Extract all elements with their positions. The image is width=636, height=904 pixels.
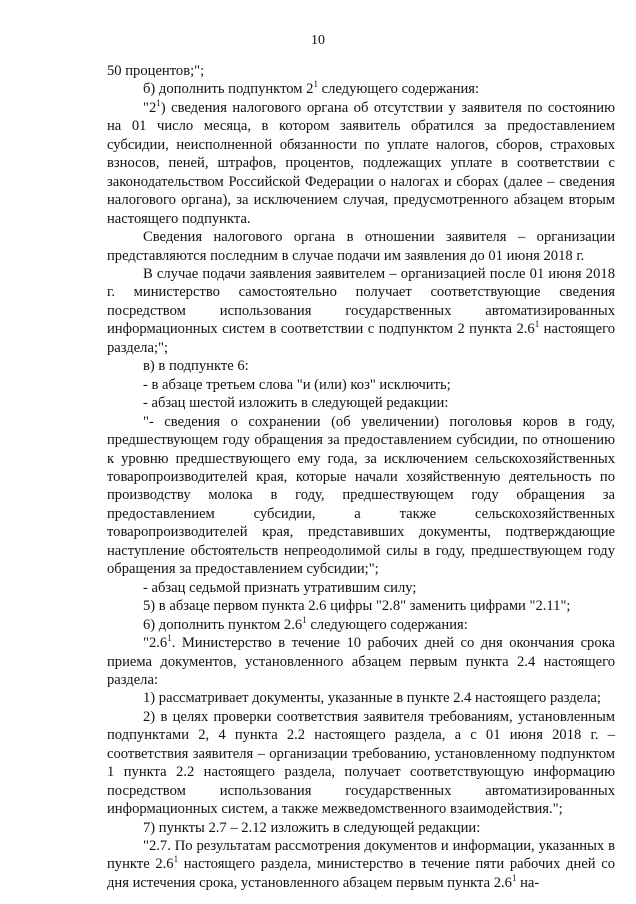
paragraph-text: настоящего раздела, министерство в течение пяти рабочих дней со дня истечения срока, установленного абзацем первым пункта 2.6 [107, 856, 616, 891]
paragraph-15 [107, 708, 615, 819]
paragraph-8 [107, 394, 615, 412]
paragraph-16 [107, 819, 615, 837]
paragraph-text: 5) в абзаце первом пункта 2.6 цифры "2.8" заменить цифрами "2.11"; [143, 598, 571, 615]
paragraph-10 [107, 579, 615, 597]
paragraph-text: б) дополнить подпунктом 2 [143, 81, 314, 98]
paragraph-text: . Министерство в течение 10 рабочих дней со дня окончания срока приема документов, установленного абзацем первым пункта 2.4 настоящего раздела: [107, 635, 615, 688]
paragraph-12 [107, 616, 615, 634]
paragraph-4 [107, 228, 615, 265]
paragraph-text: ) сведения налогового органа об отсутствии у заявителя по состоянию на 01 число месяца, в котором заявитель обратился за предоставлением субсидии, неисполненной обязанности по уплате налогов, сборов, страховых взносов, пеней, штрафов, процентов, подлежащих уплате в соответствии с законодательством Российской Федерации о налогах и сборах (далее – сведения налогового органа), за исключением случая, предусмотренного абзацем вторым настоящего подпункта. [107, 99, 615, 227]
paragraph-text: "2 [143, 99, 157, 116]
paragraph-text: "2.7. По результатам рассмотрения документов и информации, указанных в пункте 2.6 [107, 838, 615, 873]
paragraph-text: 1) рассматривает документы, указанные в пункте 2.4 настоящего раздела; [143, 690, 601, 707]
superscript: 1 [156, 97, 161, 108]
paragraph-3 [107, 99, 615, 228]
paragraph-7 [107, 376, 615, 394]
paragraph-17 [107, 837, 615, 892]
superscript: 1 [534, 319, 540, 330]
paragraph-6 [107, 357, 615, 375]
paragraph-text: "2.6 [143, 635, 168, 652]
paragraph-text: Сведения налогового органа в отношении заявителя – организации представляются последним в случае подачи им заявления до 01 июня 2018 г. [107, 229, 615, 264]
paragraph-14 [107, 689, 615, 707]
paragraph-text: следующего содержания: [317, 81, 480, 98]
paragraph-text: 6) дополнить пунктом 2.6 [143, 616, 303, 633]
paragraph-text: настоящего раздела;"; [107, 321, 615, 356]
paragraph-text: в) в подпункте 6: [143, 358, 249, 375]
paragraph-1 [107, 62, 615, 80]
superscript: 1 [511, 872, 517, 883]
paragraph-13 [107, 634, 615, 689]
superscript: 1 [313, 79, 318, 90]
paragraph-text: В случае подачи заявления заявителем – организацией после 01 июня 2018 г. министерство самостоятельно получает соответствующие сведения посредством использования государственных автоматизированных информационных систем в соответствии с подпунктом 2 пункта 2.6 [107, 265, 615, 338]
paragraph-text: 7) пункты 2.7 – 2.12 изложить в следующей редакции: [143, 819, 481, 836]
paragraph-text: "- сведения о сохранении (об увеличении) поголовья коров в году, предшествующем году обращения за предоставлением субсидии, по отношению к уровню предшествующего ему года, за исключением сельскохозяйственных товаропроизводителей края, которые начали хозяйственную деятельность по производству молока в году, предшествующем году обращения за предоставлением субсидии, а также сельскохозяйственных товаропроизводителей края, представивших документы, подтверждающие наступление обстоятельств непреодолимой силы в году, предшествующем году обращения за предоставлением субсидии;"; [107, 413, 615, 578]
paragraph-text: 50 процентов;"; [107, 63, 205, 79]
paragraph-9 [107, 413, 615, 579]
paragraph-5 [107, 265, 615, 357]
document-body [107, 62, 615, 892]
paragraph-text: следующего содержания: [306, 616, 468, 633]
paragraph-text: - абзац шестой изложить в следующей редакции: [143, 395, 449, 412]
paragraph-2 [107, 80, 615, 98]
paragraph-text: на- [516, 874, 540, 891]
paragraph-11 [107, 597, 615, 615]
paragraph-text: - абзац седьмой признать утратившим силу; [143, 579, 417, 596]
superscript: 1 [302, 614, 307, 625]
superscript: 1 [167, 633, 172, 644]
paragraph-text: 2) в целях проверки соответствия заявителя требованиям, установленным подпунктами 2, 4 пункта 2.2 настоящего раздела, а с 01 июня 2018 г. – соответствия заявителя – организации требованию, установленному подпунктом 1 пункта 2.2 настоящего раздела, получает соответствующую информацию посредством использования государственных автоматизированных информационных систем, а также межведомственного взаимодействия."; [107, 708, 615, 818]
paragraph-text: - в абзаце третьем слова "и (или) коз" исключить; [143, 376, 451, 393]
superscript: 1 [173, 854, 179, 865]
page-number: 10 [311, 33, 325, 48]
